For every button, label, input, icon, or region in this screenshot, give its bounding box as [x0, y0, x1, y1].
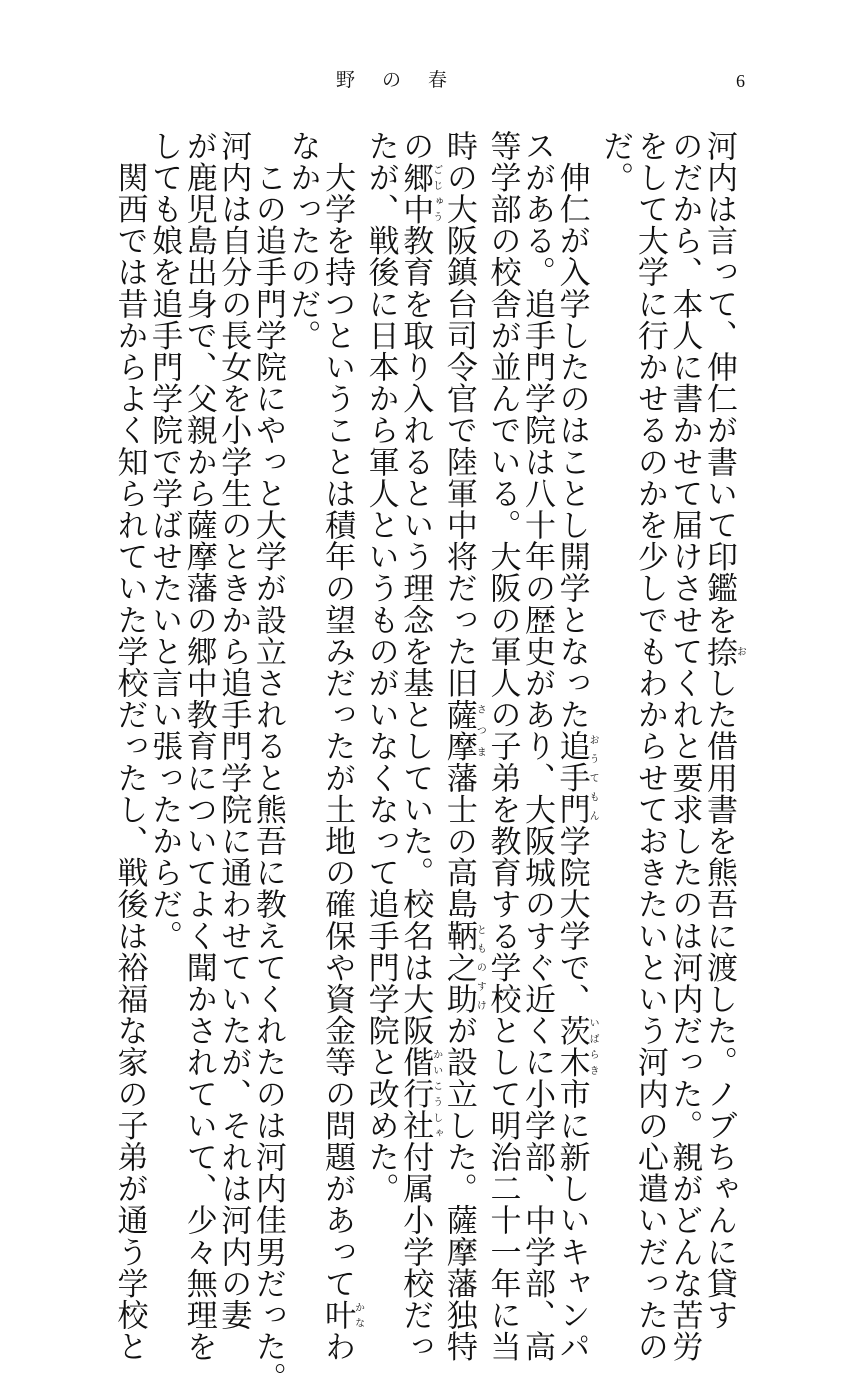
ruby-base: 鞆之助	[440, 920, 477, 1015]
text-segment: が鹿児島出身で、父親から薩摩藩の郷中教育についてよく聞かされていて、少々無理を	[180, 130, 217, 1363]
text-line	[147, 130, 182, 1130]
ruby-reading: かいこうしゃ	[430, 1046, 442, 1142]
text-segment: 学院大学で、	[553, 825, 590, 1015]
ruby-base: 叶	[319, 1299, 356, 1331]
ruby-annotation	[397, 1046, 442, 1142]
text-segment: のだから、本人に書かせて届けさせてくれと要求したのは河内だった。親がどんな苦労	[666, 130, 703, 1363]
text-line	[519, 130, 556, 1363]
ruby-annotation	[553, 730, 599, 826]
text-line	[598, 130, 633, 1130]
text-segment: 等学部の校舎が並んでいる。大阪の軍人の子弟を教育する学校として明治二十一年に当	[484, 130, 521, 1363]
text-line	[319, 130, 364, 1363]
ruby-base: 捺	[701, 635, 737, 668]
text-segment: たが、戦後に日本から軍人というものがいなくなって追手門学院と改めた。	[362, 130, 399, 1205]
ruby-base: 郷中	[397, 161, 434, 225]
text-segment: 市に新しいキャンパ	[553, 1078, 590, 1363]
text-segment: 関西では昔からよく知られていた学校だったし、戦後は裕福な家の子弟が通う学校と	[111, 130, 148, 1363]
ruby-annotation	[319, 1299, 364, 1331]
text-line	[553, 130, 599, 1363]
text-segment: 時の大阪鎮台司令官で陸軍中将だった旧	[440, 130, 477, 699]
text-segment: 付属小学校だっ	[397, 1141, 434, 1363]
text-line	[666, 130, 703, 1363]
text-segment: 河内は自分の長女を小学生のときから追手門学院に通わせていたが、それは河内の妻	[215, 130, 252, 1331]
text-segment: をして大学に行かせるのかを少しでもわからせておきたいという河内の心遣いだったの	[631, 130, 668, 1363]
text-segment: 河内は言って、伸仁が書いて印鑑を	[701, 130, 737, 636]
ruby-annotation	[397, 161, 442, 225]
text-line	[111, 130, 148, 1363]
ruby-base: 追手門	[553, 730, 590, 826]
text-line	[484, 130, 521, 1363]
text-segment: 伸仁が入学したのはことし開学となった	[553, 130, 590, 731]
page-number: 6	[736, 71, 745, 91]
ruby-reading: とものすけ	[474, 920, 486, 1015]
text-line	[285, 130, 320, 1130]
text-segment: この追手門学院にやっと大学が設立されると熊吾に教えてくれたのは河内佳男だった。	[249, 130, 286, 1394]
ruby-reading: いばらき	[587, 1014, 599, 1079]
ruby-base: 茨木	[553, 1014, 590, 1079]
ruby-reading: お	[734, 635, 746, 668]
text-line	[440, 130, 486, 1363]
text-segment: なかったのだ。	[284, 130, 321, 352]
text-line	[180, 130, 217, 1363]
body-text	[95, 130, 746, 1394]
ruby-reading: おうてもん	[587, 730, 599, 826]
text-line	[362, 130, 399, 1205]
ruby-annotation	[553, 1014, 599, 1079]
text-segment: 教育を取り入れるという理念を基としていた。校名は大阪	[397, 224, 434, 1047]
ruby-reading: かな	[352, 1299, 364, 1331]
text-line	[397, 130, 442, 1363]
text-line	[701, 130, 746, 1331]
text-segment: 藩士の高島	[440, 762, 477, 921]
text-segment: わ	[319, 1330, 356, 1363]
ruby-reading: さつま	[474, 698, 486, 763]
ruby-reading: ごじゅう	[430, 161, 442, 225]
text-segment: が設立した。薩摩藩独特	[440, 1014, 477, 1363]
ruby-annotation	[440, 698, 486, 763]
ruby-annotation	[440, 920, 486, 1015]
ruby-base: 薩摩	[440, 698, 477, 763]
text-segment: スがある。追手門学院は八十年の歴史があり、大阪城のすぐ近くに小学部、中学部、高	[519, 130, 556, 1363]
text-line	[249, 130, 286, 1394]
text-segment: だ。	[597, 130, 634, 194]
text-segment: の	[397, 130, 434, 162]
text-line	[631, 130, 668, 1363]
running-title: 野の春	[336, 69, 475, 91]
text-segment: した借用書を熊吾に渡した。ノブちゃんに貸す	[701, 667, 737, 1331]
text-segment: しても娘を追手門学院で学ばせたいと言い張ったからだ。	[146, 130, 183, 952]
ruby-annotation	[701, 635, 746, 668]
page-header	[0, 68, 841, 98]
text-segment: 大学を持つということは積年の望みだったが土地の確保や資金等の問題があって	[319, 130, 356, 1300]
ruby-base: 偕行社	[397, 1046, 434, 1142]
text-line	[215, 130, 252, 1331]
